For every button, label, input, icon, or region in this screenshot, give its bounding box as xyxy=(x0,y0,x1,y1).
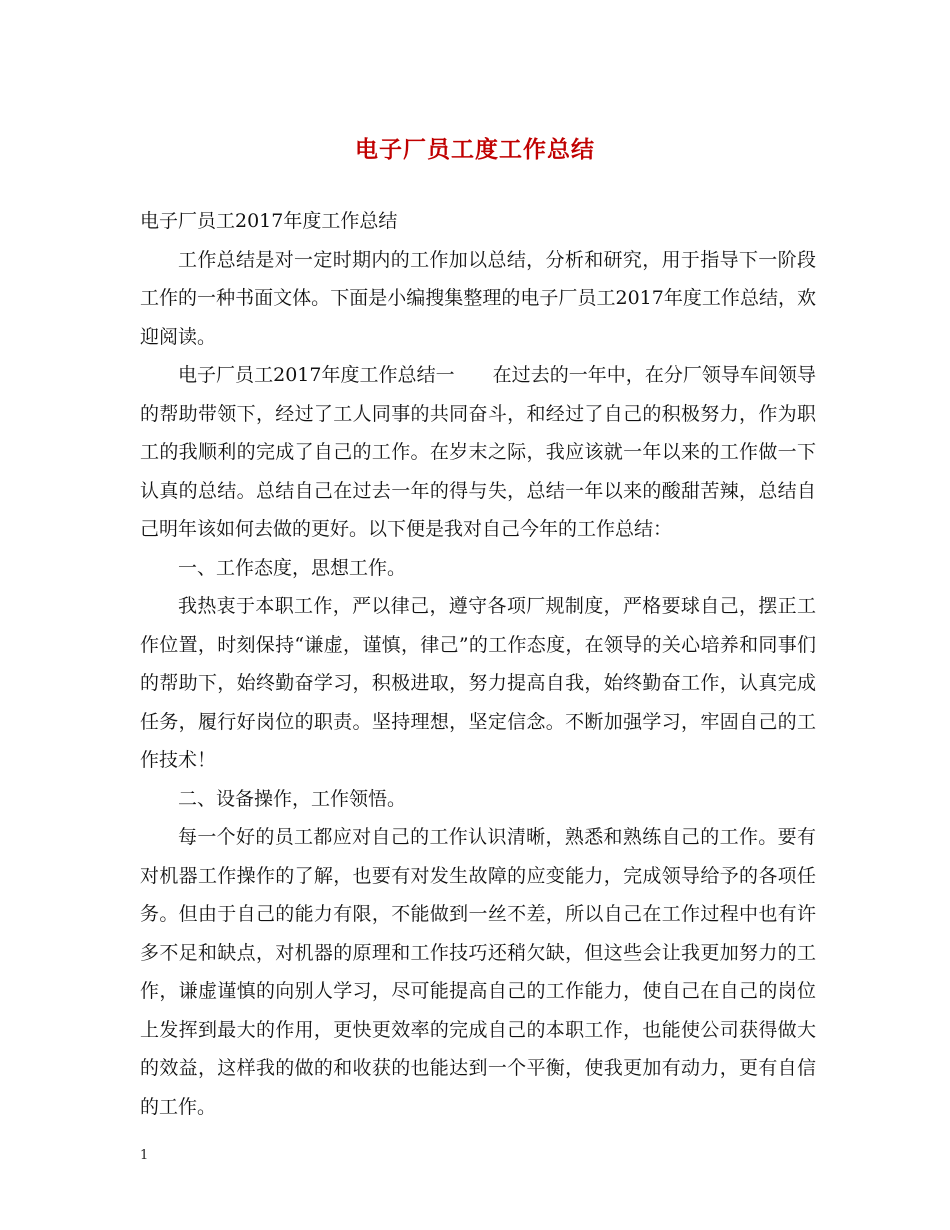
document-body xyxy=(140,202,816,1126)
paragraph-summary-one: 电子厂员工2017年度工作总结一 在过去的一年中，在分厂领导车间领导的帮助带领下，经过了工人同事的共同奋斗，和经过了自己的积极努力，作为职工的我顺利的完成了自己的工作。在岁末之际，我应该就一年以来的工作做一下认真的总结。总结自己在过去一年的得与失，总结一年以来的酸甜苦辣，总结自己明年该如何去做的更好。以下便是我对自己今年的工作总结： xyxy=(140,364,816,540)
paragraph-attitude: 我热衷于本职工作，严以律己，遵守各项厂规制度，严格要球自己，摆正工作位置，时刻保持“谦虚，谨慎，律己”的工作态度，在领导的关心培养和同事们的帮助下，始终勤奋学习，积极进取，努力提高自我，始终勤奋工作，认真完成任务，履行好岗位的职责。坚持理想，坚定信念。不断加强学习，牢固自己的工作技术！ xyxy=(140,595,816,771)
document-title: 电子厂员工度工作总结 xyxy=(355,136,595,163)
section-heading-attitude: 一、工作态度，思想工作。 xyxy=(178,556,407,579)
page-number: 1 xyxy=(140,1148,149,1163)
paragraph-equipment: 每一个好的员工都应对自己的工作认识清晰，熟悉和熟练自己的工作。要有对机器工作操作的了解，也要有对发生故障的应变能力，完成领导给予的各项任务。但由于自己的能力有限，不能做到一丝不差，所以自己在工作过程中也有许多不足和缺点，对机器的原理和工作技巧还稍欠缺，但这些会让我更加努力的工作，谦虚谨慎的向别人学习，尽可能提高自己的工作能力，使自己在自己的岗位上发挥到最大的作用，更快更效率的完成自己的本职工作，也能使公司获得做大的效益，这样我的做的和收获的也能达到一个平衡，使我更加有动力，更有自信的工作。 xyxy=(140,826,816,1118)
section-heading-equipment: 二、设备操作，工作领悟。 xyxy=(178,787,407,810)
paragraph-subtitle: 电子厂员工2017年度工作总结 xyxy=(140,210,398,232)
paragraph-intro: 工作总结是对一定时期内的工作加以总结，分析和研究，用于指导下一阶段工作的一种书面文体。下面是小编搜集整理的电子厂员工2017年度工作总结，欢迎阅读。 xyxy=(140,248,816,348)
